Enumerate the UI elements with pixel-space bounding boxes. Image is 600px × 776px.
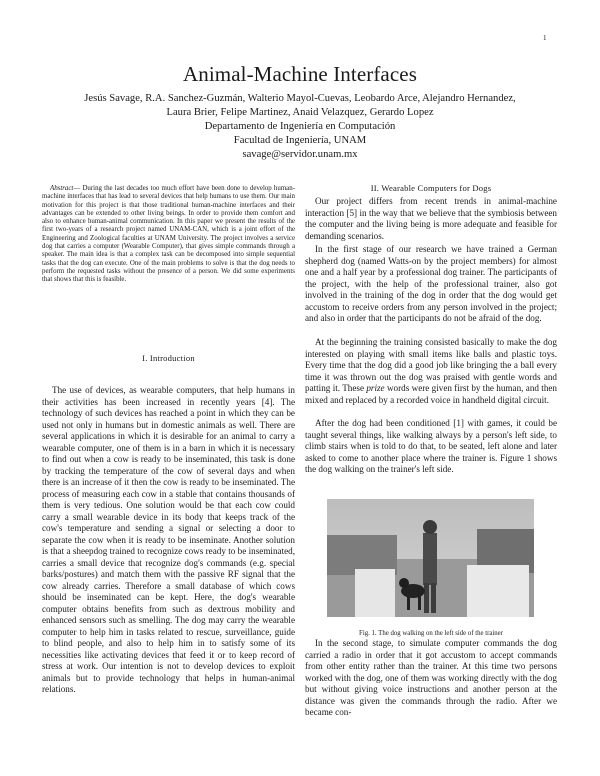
paragraph [305,337,557,406]
dog-photo-image [327,499,534,617]
photo-barrier-left [355,569,395,617]
photo-dog-leg [418,596,421,610]
section-heading-wearable-computers: II. Wearable Computers for Dogs [370,183,492,193]
section-heading-introduction: I. Introduction [142,353,195,363]
author-email: savage@servidor.unam.mx [242,149,358,160]
paragraph: After the dog had been conditioned [1] with games, it could be taught several things, like walking always by a person's left side, to climb stairs when is told to do that, to be seated, left alone and later asked to come to another place where the trainer is. Figure 1 shows the dog walking on the trainer's left side. [305,418,557,474]
section2-paragraph-3 [305,337,557,406]
abstract-dash: — [73,185,83,192]
section2-paragraph-2 [305,244,557,325]
affiliation-department: Departamento de Ingeniería en Computación [204,121,396,132]
paper-title: Animal-Machine Interfaces [183,62,417,86]
abstract-label: Abstract [50,185,74,192]
abstract-text: During the last decades too much effort have been done to develop human-machine interfaces that has lead to several devices that help humans to use them. Our main motivation for this project is that those traditional human-machine interfaces and their advantages can be extended to other living beings. In order to provide them comfort and also to enhance human-animal communication. In this paper we present the results of the first two-years of a research project named UNAM-CAN, which is a joint effort of the Engineering and Zoological faculties at UNAM University. The project involves a service dog that carries a computer (Wearable Computer), that gives simple commands through a speaker. The main idea is that a complex task can be decomposed into simple sequential tasks that the dog can execute. One of the main problems to solve is that the dog needs to perform the requested tasks without the presence of a person. We did some experiments that shows that this is feasible. [42,185,295,284]
abstract [42,185,295,285]
paragraph-text: At the beginning the training consisted basically to make the dog interested on playing with small items like balls and plastic toys. Every time that the dog did a good job like bringing the a ball every time it was thrown out the dog was praised with gentle words and patting it. These [305,337,557,393]
paragraph: In the second stage, to simulate computer commands the dog carried a radio in order that it got accustom to accept commands from other entity rather than the trainer. At this time two persons worked with the dog, one of them was working directly with the dog but without giving voice instructions and another person at the distance was given the commands through the radio. After we became con- [305,638,557,717]
section2-paragraph-5 [305,638,557,719]
page-number: 1 [543,34,547,42]
figure-caption: Fig. 1. The dog walking on the left side of the trainer [359,630,503,637]
photo-dog-head [399,578,409,588]
paragraph: Our project differs from recent trends in animal-machine interaction [5] in the way that we believe that the symbiosis between the computer and the living being is more adequate and feasible for demanding scenarios. [305,196,557,241]
photo-trainer-leg [424,583,429,613]
paragraph: The use of devices, as wearable computers, that help humans in their activities has been increased in recently years [4]. The technology of such devices has reached a point in which they can be used not only in humans but in domestic animals as well. There are several applications in which it is desirable for an animal to carry a wearable computer, one of them is in a barn in which it is necessary to find out when a cow is ready to be inseminated, this task is done by tracking the temperature of the cow of several days and when there is an increase of it then the cow is ready to be inseminated. The process of measuring each cow in a stable that contains thousands of them is very tedious. One solution would be that each cow could carry a small wearable device in its body that keeps track of the cow's temperature and sending a signal or selecting a door to separate the cow when it is ready to be inseminate. Another solution is that a sheepdog trained to recognize cows ready to be inseminated, carries a small device that recognize dog's commands (e.g. special barks/postures) and match them with the passive RF signal that the cow already carries. Therefore a small database of which cows should be inseminated can be kept. Here, the dog's wearable computer obtains benefits from such as dextrous mobility and enhanced sensors such as smelling. The dog may carry the wearable computer to help him in tasks related to rescue, surveillance, guide to blind people, and also to help him in to satisfy some of its necessities like activating devices that feed it or to keep record of stress at work. Our intention is not to develop devices to exploit animals but to provide technology that helps in human-animal relations. [42,385,295,694]
introduction-body [42,385,295,696]
paragraph: In the first stage of our research we have trained a German shepherd dog (named Watts-on by the project members) for almost one and a half year by a professional dog trainer. The participants of the project, with the help of the professional trainer, also got involved in the training of the dog in order that the dog would get accustom to receive orders from any person involved in the project; and also in order that the participants do not be afraid of the dog. [305,244,557,323]
figure-dog-photo [327,499,534,617]
paragraph-text: words were given first by the human, and then mixed and replaced by a recorded voice in handheld digital circuit. [305,383,557,405]
photo-trainer-leg [431,583,436,613]
section2-paragraph-1 [305,196,557,242]
author-block [0,92,600,162]
author-line-2: Laura Brier, Felipe Martinez, Anaid Velazquez, Gerardo Lopez [166,107,434,118]
photo-trainer-body [423,533,437,585]
photo-trainer-head [423,520,437,534]
prize-word: prize [366,383,385,393]
affiliation-faculty: Facultad de Ingeniería, UNAM [233,135,367,146]
author-line-1: Jesús Savage, R.A. Sanchez-Guzmán, Walterio Mayol-Cuevas, Leobardo Arce, Alejandro Hernandez, [84,93,516,104]
section2-paragraph-4 [305,418,557,476]
photo-dog-leg [407,596,410,610]
photo-barrier-right [467,565,529,617]
